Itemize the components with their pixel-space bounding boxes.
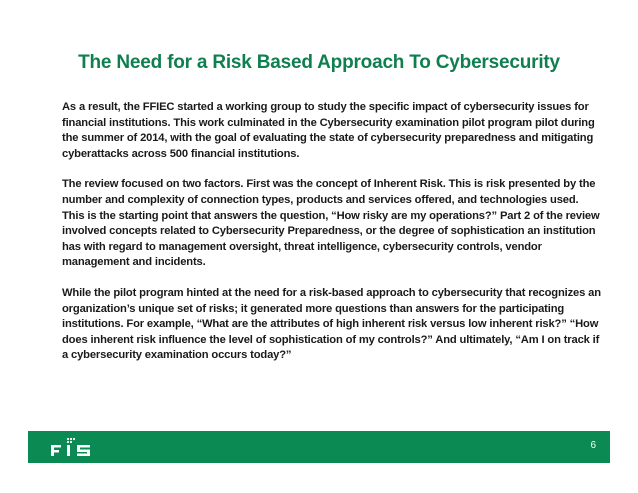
- paragraph-3: While the pilot program hinted at the need for a risk-based approach to cybersecurity that recognizes an organization’s unique set of risks; it generated more questions than answers for the participating institutions. For example, “What are the attributes of high inherent risk versus low inherent risk?” “How does inherent risk influence the level of sophistication of my controls?” And ultimately, “Am I on track if a cybersecurity examination occurs today?”: [62, 286, 601, 362]
- footer-bar: [28, 431, 610, 463]
- fis-logo-icon: [50, 436, 96, 460]
- page-number: 6: [590, 440, 596, 451]
- paragraph-1: As a result, the FFIEC started a working group to study the specific impact of cybersecurity issues for financial institutions. This work culminated in the Cybersecurity examination pilot program pilot during the summer of 2014, with the goal of evaluating the state of cybersecurity preparedness and mitigating cyberattacks across 500 financial institutions.: [62, 101, 595, 160]
- slide-body: [62, 100, 602, 379]
- slide-title: The Need for a Risk Based Approach To Cybersecurity: [78, 52, 560, 73]
- paragraph-2: The review focused on two factors. First was the concept of Inherent Risk. This is risk presented by the number and complexity of connection types, products and services offered, and technologies used. This is the starting point that answers the question, “How risky are my operations?” Part 2 of the review involved concepts related to Cybersecurity Preparedness, or the degree of sophistication an institution has with regard to management oversight, threat intelligence, cybersecurity controls, vendor management and incidents.: [62, 178, 600, 269]
